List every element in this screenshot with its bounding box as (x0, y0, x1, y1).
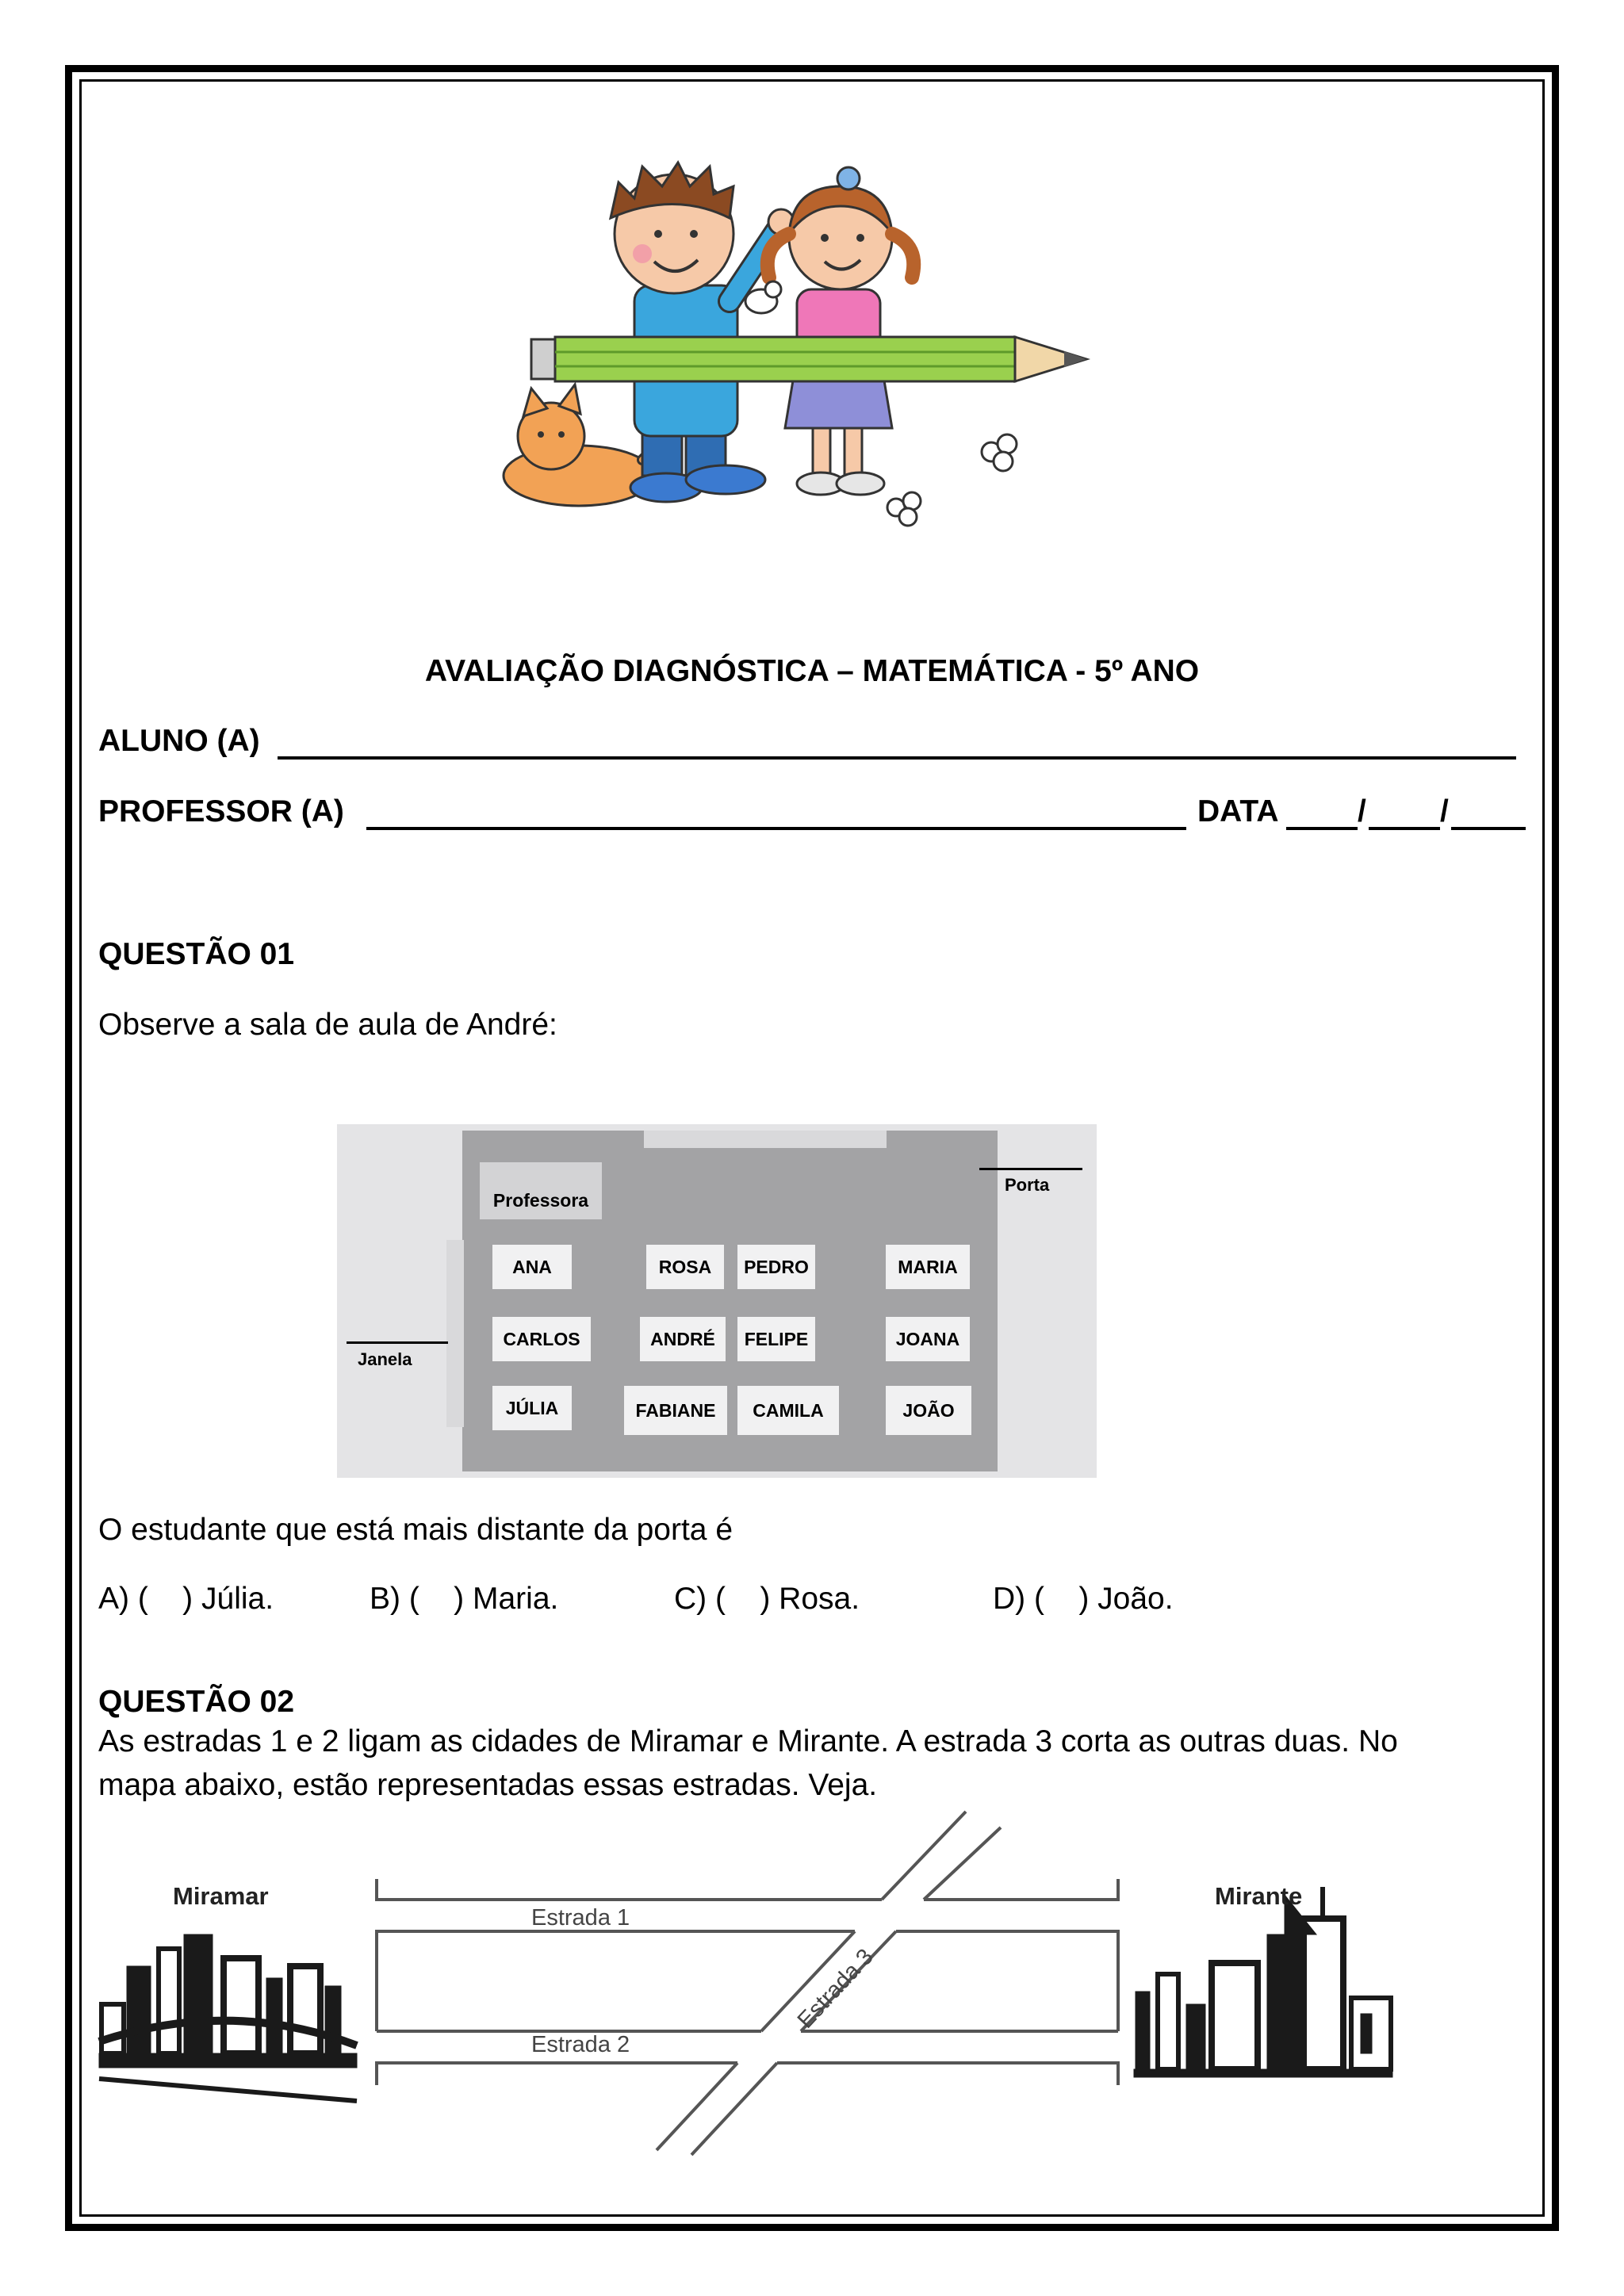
student-label: ALUNO (A) (98, 724, 260, 758)
desk-camila: CAMILA (737, 1386, 839, 1435)
date-year-field[interactable] (1451, 827, 1526, 830)
option-b-letter: B) (370, 1582, 400, 1616)
document-title: AVALIAÇÃO DIAGNÓSTICA – MATEMÁTICA - 5º ANO (424, 654, 1200, 688)
city-label-miramar: Miramar (173, 1882, 269, 1910)
question-01-heading: QUESTÃO 01 (98, 937, 295, 971)
classroom-diagram (337, 1124, 1097, 1478)
teacher-desk (480, 1162, 602, 1219)
teacher-desk-label: Professora (492, 1190, 589, 1211)
option-a-letter: A) (98, 1582, 129, 1616)
question-01-text: O estudante que está mais distante da porta é (98, 1513, 733, 1547)
option-b[interactable]: B) ( ) Maria. (370, 1582, 559, 1616)
date-month-field[interactable] (1369, 827, 1440, 830)
door-label: Porta (1005, 1175, 1050, 1195)
pencil-icon (531, 337, 1086, 381)
date-label: DATA (1197, 794, 1279, 828)
road-label-estrada-2: Estrada 2 (531, 2032, 630, 2057)
desk-fabiane: FABIANE (624, 1386, 727, 1435)
door-marker (979, 1168, 1082, 1170)
question-01-intro: Observe a sala de aula de André: (98, 1008, 557, 1042)
date-separator: / (1440, 794, 1449, 828)
window-wall (446, 1240, 464, 1427)
boy-icon (611, 163, 794, 502)
option-c[interactable]: C) ( ) Rosa. (674, 1582, 860, 1616)
teacher-label: PROFESSOR (A) (98, 794, 344, 828)
miramar-city-icon (99, 1934, 357, 2101)
desk-joao: JOÃO (886, 1386, 971, 1435)
mirante-city-icon (1134, 1887, 1392, 2077)
flower-icon (887, 434, 1017, 526)
desk-maria: MARIA (886, 1245, 970, 1289)
desk-ana: ANA (492, 1245, 572, 1289)
road-label-estrada-1: Estrada 1 (531, 1905, 630, 1931)
classroom-board (644, 1131, 887, 1148)
date-day-field[interactable] (1286, 827, 1358, 830)
kids-with-pencil-illustration (500, 159, 1134, 531)
desk-carlos: CARLOS (492, 1317, 591, 1361)
desk-rosa: ROSA (646, 1245, 724, 1289)
city-label-mirante: Mirante (1215, 1882, 1303, 1910)
option-c-text: Rosa. (779, 1582, 860, 1616)
question-02-text-line1: As estradas 1 e 2 ligam as cidades de Miramar e Mirante. A estrada 3 corta as outras duas. No (98, 1724, 1398, 1758)
desk-felipe: FELIPE (737, 1317, 815, 1361)
desk-pedro: PEDRO (737, 1245, 815, 1289)
option-d-text: João. (1097, 1582, 1174, 1616)
road-lines (377, 1812, 1118, 2155)
date-separator: / (1358, 794, 1366, 828)
question-02-text-line2: mapa abaixo, estão representadas essas estradas. Veja. (98, 1768, 878, 1802)
road-label-estrada-3: Estrada 3 (792, 1944, 879, 2034)
option-b-text: Maria. (473, 1582, 559, 1616)
option-d[interactable]: D) ( ) João. (993, 1582, 1174, 1616)
option-a[interactable]: A) ( ) Júlia. (98, 1582, 274, 1616)
question-02-heading: QUESTÃO 02 (98, 1685, 295, 1719)
window-marker (347, 1341, 448, 1344)
option-a-text: Júlia. (201, 1582, 274, 1616)
window-label: Janela (358, 1349, 412, 1369)
desk-andre: ANDRÉ (640, 1317, 726, 1361)
teacher-name-field[interactable] (366, 827, 1186, 830)
desk-joana: JOANA (886, 1317, 970, 1361)
student-name-field[interactable] (278, 756, 1516, 760)
option-d-letter: D) (993, 1582, 1026, 1616)
road-map (0, 1800, 1624, 2164)
desk-julia: JÚLIA (492, 1386, 572, 1430)
option-c-letter: C) (674, 1582, 707, 1616)
